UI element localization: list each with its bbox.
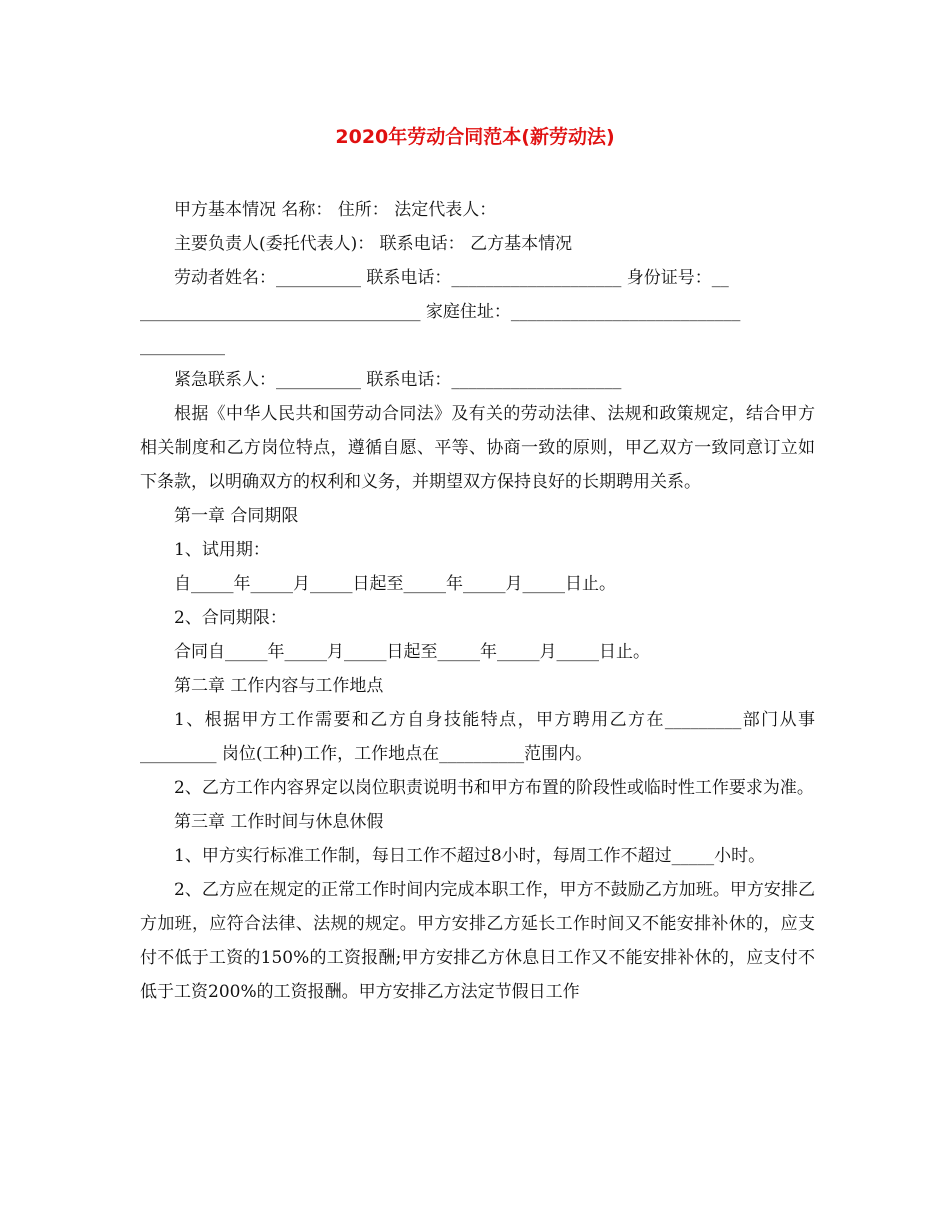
probation-dates: 自_____年_____月_____日起至_____年_____月_____日止。 bbox=[174, 574, 616, 594]
overtime-clause: 2、乙方应在规定的正常工作时间内完成本职工作，甲方不鼓励乙方加班。甲方安排乙方加班，应符合法律、法规的规定。甲方安排乙方延长工作时间又不能安排补休的，应支付不低于工资的150%的工资报酬;甲方安排乙方休息日工作又不能安排补休的，应支付不低于工资200%的工资报酬。甲方安排乙方法定节假日工作 bbox=[140, 880, 815, 1002]
contract-term-heading: 2、合同期限： bbox=[174, 608, 287, 628]
party-a-info: 甲方基本情况 名称： 住所： 法定代表人： bbox=[174, 200, 497, 220]
party-b-name-line: 劳动者姓名：__________ 联系电话：____________________ 身份证号：__ bbox=[174, 268, 729, 288]
preamble-paragraph: 根据《中华人民共和国劳动合同法》及有关的劳动法律、法规和政策规定，结合甲方相关制度和乙方岗位特点，遵循自愿、平等、协商一致的原则，甲乙双方一致同意订立如下条款，以明确双方的权利和义务，并期望双方保持良好的长期聘用关系。 bbox=[140, 404, 815, 492]
party-b-address-cont: __________ bbox=[140, 336, 225, 356]
party-b-address-line: _________________________________ 家庭住址：___________________________ bbox=[140, 302, 741, 322]
probation-heading: 1、试用期： bbox=[174, 540, 270, 560]
document-body bbox=[140, 193, 815, 1009]
chapter-2-heading: 第二章 工作内容与工作地点 bbox=[174, 676, 384, 696]
emergency-contact-line: 紧急联系人：__________ 联系电话：____________________ bbox=[174, 370, 622, 390]
job-content-clause: 2、乙方工作内容界定以岗位职责说明书和甲方布置的阶段性或临时性工作要求为准。 bbox=[174, 778, 814, 798]
party-a-contact: 主要负责人(委托代表人)： 联系电话： 乙方基本情况 bbox=[174, 234, 573, 254]
contract-term-dates: 合同自_____年_____月_____日起至_____年_____月_____日止。 bbox=[174, 642, 650, 662]
job-position-clause: 1、根据甲方工作需要和乙方自身技能特点，甲方聘用乙方在_________部门从事_________ 岗位(工种)工作，工作地点在__________范围内。 bbox=[140, 710, 815, 764]
document-title: 2020年劳动合同范本(新劳动法) bbox=[335, 126, 615, 148]
chapter-1-heading: 第一章 合同期限 bbox=[174, 506, 299, 526]
chapter-3-heading: 第三章 工作时间与休息休假 bbox=[174, 812, 384, 832]
working-hours-clause: 1、甲方实行标准工作制，每日工作不超过8小时，每周工作不超过_____小时。 bbox=[174, 846, 766, 866]
